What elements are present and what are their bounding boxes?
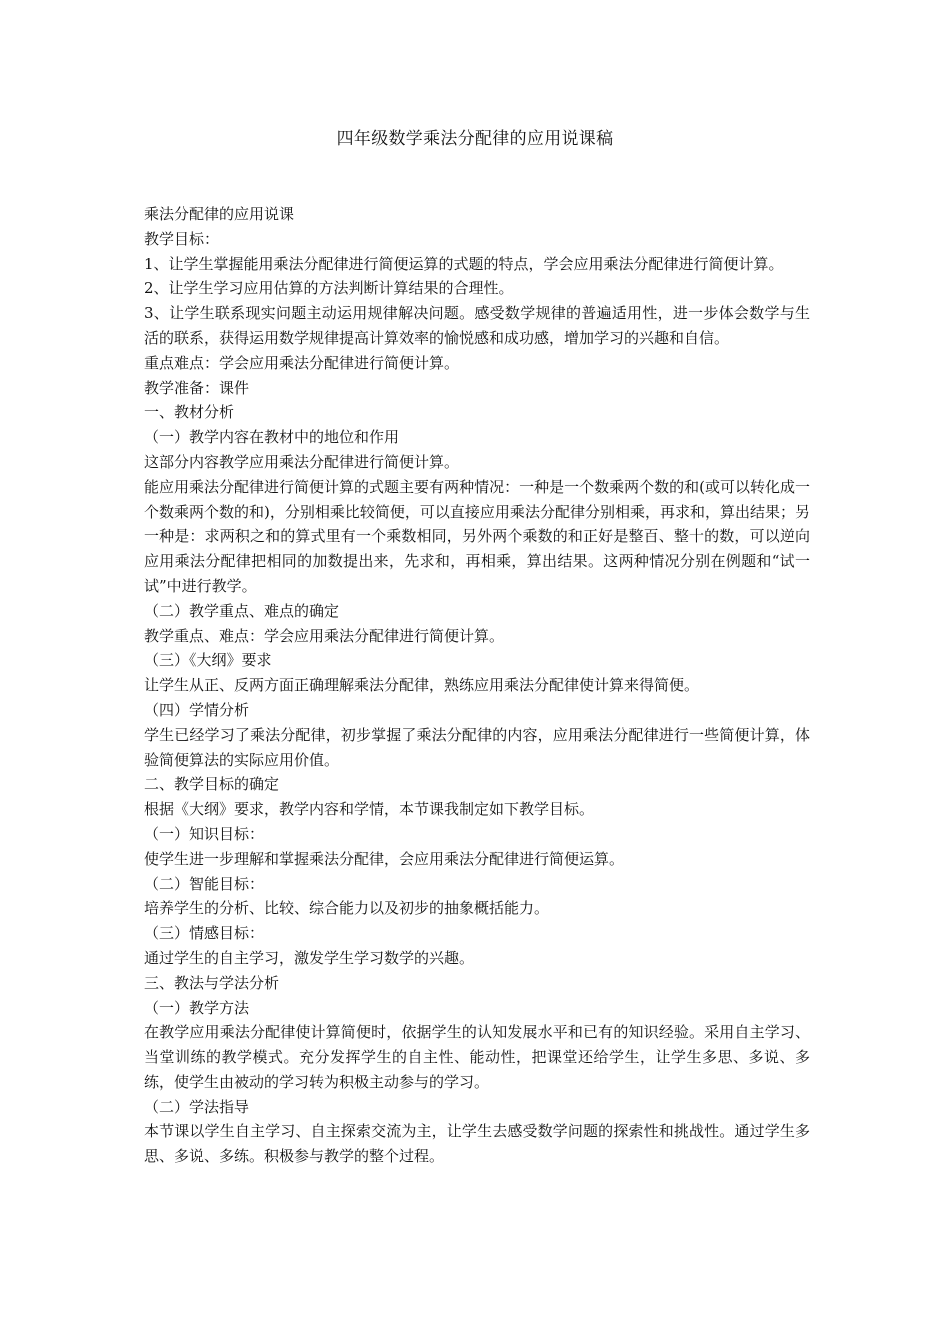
document-paragraph: 二、教学目标的确定 [144, 775, 280, 794]
document-paragraph: 使学生进一步理解和掌握乘法分配律，会应用乘法分配律进行简便运算。 [144, 849, 625, 868]
document-paragraph: 2、让学生学习应用估算的方法判断计算结果的合理性。 [144, 279, 514, 298]
document-paragraph: 教学重点、难点：学会应用乘法分配律进行简便计算。 [144, 626, 505, 645]
document-body [144, 202, 810, 1169]
document-paragraph: 学生已经学习了乘法分配律，初步掌握了乘法分配律的内容，应用乘法分配律进行一些简便计算，体验简便算法的实际应用价值。 [144, 725, 810, 769]
document-paragraph: （四）学情分析 [144, 700, 250, 719]
document-paragraph: 教学准备：课件 [144, 378, 250, 397]
document-paragraph: （二）教学重点、难点的确定 [144, 601, 340, 620]
document-paragraph: （二）智能目标： [144, 874, 265, 893]
document-paragraph: 1、让学生掌握能用乘法分配律进行简便运算的式题的特点，学会应用乘法分配律进行简便计算。 [144, 254, 784, 273]
document-paragraph: 重点难点：学会应用乘法分配律进行简便计算。 [144, 353, 460, 372]
document-paragraph: 能应用乘法分配律进行简便计算的式题主要有两种情况：一种是一个数乘两个数的和(或可以转化成一个数乘两个数的和)，分别相乘比较简便，可以直接应用乘法分配律分别相乘，再求和，算出结果；另一种是：求两积之和的算式里有一个乘数相同，另外两个乘数的和正好是整百、整十的数，可以逆向应用乘法分配律把相同的加数提出来，先求和，再相乘，算出结果。这两种情况分别在例题和“试一试”中进行教学。 [144, 477, 810, 595]
document-paragraph: 乘法分配律的应用说课 [144, 205, 295, 223]
document-paragraph: （三）情感目标： [144, 924, 265, 943]
document-paragraph: （一）教学内容在教材中的地位和作用 [144, 428, 400, 447]
document-paragraph: （一）教学方法 [144, 998, 250, 1017]
document-paragraph: 根据《大纲》要求，教学内容和学情，本节课我制定如下教学目标。 [144, 800, 595, 819]
document-paragraph: 让学生从正、反两方面正确理解乘法分配律，熟练应用乘法分配律使计算来得简便。 [144, 676, 700, 695]
document-paragraph: （二）学法指导 [144, 1097, 250, 1116]
document-paragraph: 这部分内容教学应用乘法分配律进行简便计算。 [144, 452, 460, 471]
document-paragraph: 三、教法与学法分析 [144, 973, 280, 992]
document-title: 四年级数学乘法分配律的应用说课稿 [336, 129, 614, 149]
document-paragraph: 本节课以学生自主学习、自主探索交流为主，让学生去感受数学问题的探索性和挑战性。通过学生多思、多说、多练。积极参与教学的整个过程。 [144, 1122, 810, 1166]
document-paragraph: （一）知识目标： [144, 824, 265, 843]
document-paragraph: （三）《大纲》要求 [144, 651, 272, 670]
document-paragraph: 培养学生的分析、比较、综合能力以及初步的抽象概括能力。 [144, 899, 550, 918]
document-paragraph: 3、让学生联系现实问题主动运用规律解决问题。感受数学规律的普遍适用性，进一步体会数学与生活的联系，获得运用数学规律提高计算效率的愉悦感和成功感，增加学习的兴趣和自信。 [144, 304, 810, 347]
document-paragraph: 一、教材分析 [144, 403, 235, 422]
document-paragraph: 通过学生的自主学习，激发学生学习数学的兴趣。 [144, 948, 475, 967]
document-paragraph: 教学目标： [144, 229, 220, 248]
document-paragraph: 在教学应用乘法分配律使计算简便时，依据学生的认知发展水平和已有的知识经验。采用自主学习、当堂训练的教学模式。充分发挥学生的自主性、能动性，把课堂还给学生，让学生多思、多说、多练，使学生由被动的学习转为积极主动参与的学习。 [144, 1023, 810, 1091]
